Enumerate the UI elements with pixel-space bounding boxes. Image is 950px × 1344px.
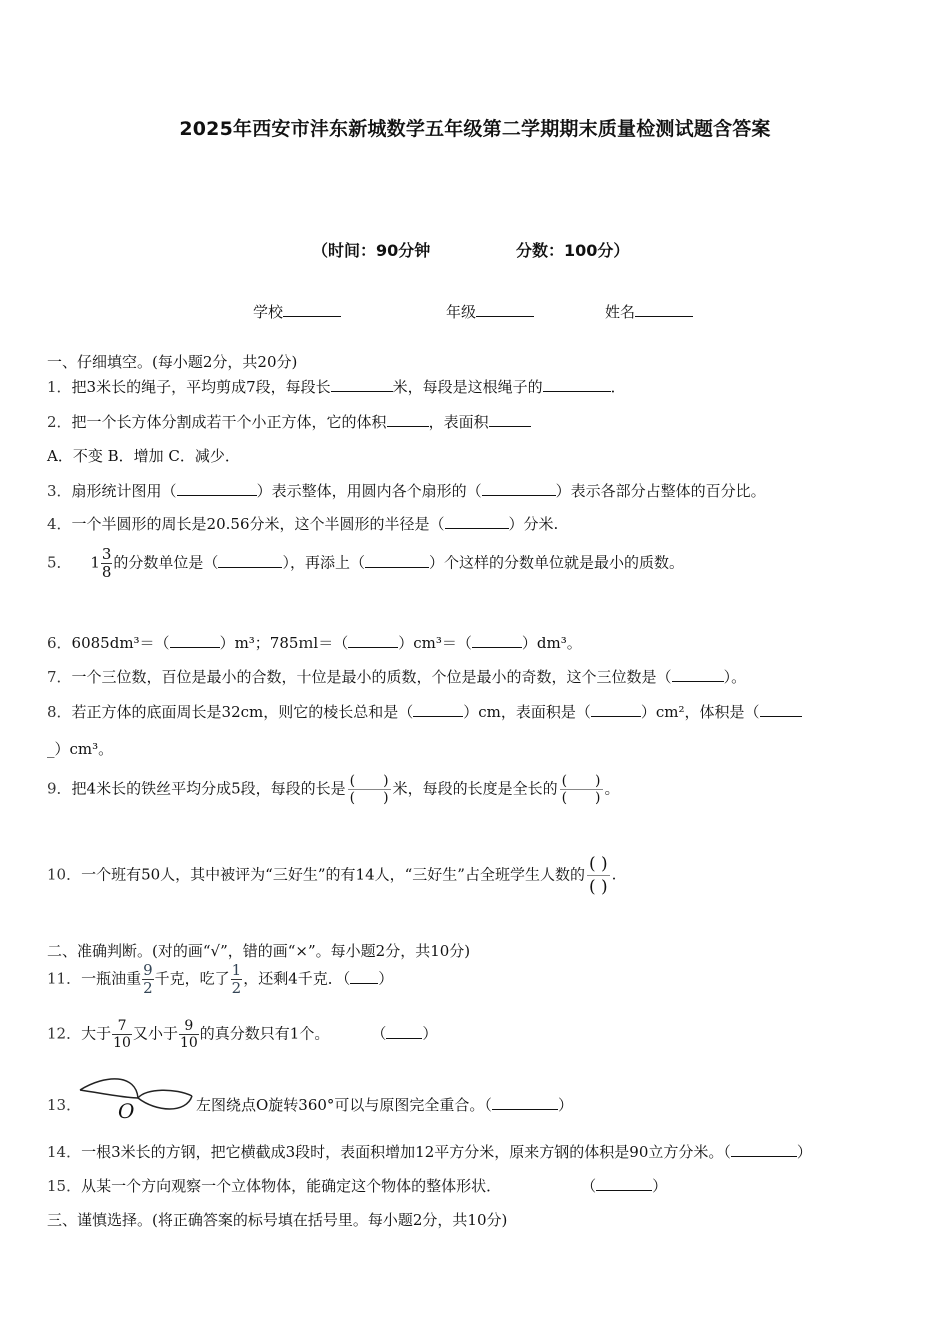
question-5: 5． 1 $\frac{3}{8}$ 的分数单位是（ ），再添上（ ）个这样的分数单位就是最小的质数。 bbox=[47, 545, 684, 581]
question-2-options: A．不变 B．增加 C．减少． bbox=[47, 447, 240, 465]
answer-blank[interactable] bbox=[731, 1144, 797, 1157]
question-2: 2．把一个长方体分割成若干个小正方体，它的体积 ，表面积 bbox=[47, 411, 531, 432]
arc-left-base bbox=[80, 1090, 138, 1098]
grade-field[interactable] bbox=[446, 301, 534, 322]
question-4: 4．一个半圆形的周长是20.56分米，这个半圆形的半径是（ ）分米. bbox=[47, 515, 559, 533]
answer-blank[interactable] bbox=[596, 1178, 652, 1191]
answer-blank[interactable] bbox=[177, 483, 257, 496]
question-9: 9．把4米长的铁丝平均分成5段，每段的长是 ( ) ( ) 米，每段的长度是全长的 ( ) ( ) 。 bbox=[47, 773, 620, 806]
question-13: 13． bbox=[47, 1096, 82, 1114]
answer-blank[interactable] bbox=[472, 635, 522, 648]
question-8-cont: _）cm³。 bbox=[47, 740, 114, 758]
answer-blank[interactable] bbox=[387, 414, 429, 427]
question-12: 12．大于 $\frac{7}{10}$ 又小于 $\frac{9}{10}$ 的真分数只有1个。 （ ） bbox=[47, 1018, 438, 1051]
name-field[interactable] bbox=[605, 301, 693, 322]
section-heading-1: 一、仔细填空。(每小题2分，共20分) bbox=[47, 353, 298, 371]
section-heading-2: 二、准确判断。(对的画“√”，错的画“×”。每小题2分，共10分) bbox=[47, 942, 471, 960]
answer-blank[interactable] bbox=[482, 483, 556, 496]
answer-blank[interactable] bbox=[170, 635, 220, 648]
answer-blank[interactable] bbox=[591, 704, 641, 717]
answer-blank[interactable] bbox=[492, 1097, 558, 1110]
fraction-blank[interactable]: ( ) ( ) bbox=[561, 773, 601, 806]
rotation-figure bbox=[76, 1076, 198, 1120]
name-label: 姓名 bbox=[605, 303, 636, 321]
question-15: 15．从某一个方向观察一个立体物体，能确定这个物体的整体形状． （ ） bbox=[47, 1177, 668, 1195]
question-3: 3．扇形统计图用（ ）表示整体，用圆内各个扇形的（ ）表示各部分占整体的百分比。 bbox=[47, 482, 766, 500]
answer-blank[interactable] bbox=[543, 379, 611, 392]
page-title: 2025年西安市沣东新城数学五年级第二学期期末质量检测试题含答案 bbox=[179, 118, 771, 140]
answer-blank[interactable] bbox=[348, 635, 398, 648]
answer-blank[interactable] bbox=[386, 1026, 422, 1039]
question-8: 8．若正方体的底面周长是32cm，则它的棱长总和是（ ）cm，表面积是（ ）cm²，体积是（ bbox=[47, 701, 802, 722]
answer-blank[interactable] bbox=[760, 704, 802, 717]
answer-blank[interactable] bbox=[331, 379, 393, 392]
fraction-blank[interactable]: ( ) ( ) bbox=[349, 773, 389, 806]
arc-right bbox=[138, 1090, 192, 1098]
grade-label: 年级 bbox=[446, 303, 477, 321]
section-heading-3: 三、谨慎选择。(将正确答案的标号填在括号里。每小题2分，共10分) bbox=[47, 1211, 508, 1229]
point-o-label: O bbox=[118, 1099, 135, 1120]
mixed-number: 1 $\frac{3}{8}$ bbox=[90, 545, 112, 581]
answer-blank[interactable] bbox=[489, 414, 531, 427]
question-11: 11．一瓶油重 $\frac{9}{2}$ 千克，吃了 $\frac{1}{2}$ ，还剩4千克．（ ） bbox=[47, 961, 394, 997]
question-1: 1．把3米长的绳子，平均剪成7段，每段长 米，每段是这根绳子的 ． bbox=[47, 378, 626, 396]
answer-blank[interactable] bbox=[413, 704, 463, 717]
school-field[interactable] bbox=[253, 301, 341, 322]
answer-blank[interactable] bbox=[365, 555, 429, 568]
question-10: 10．一个班有50人，其中被评为“三好生”的有14人，“三好生”占全班学生人数的 ( ) ( ) . bbox=[47, 854, 617, 897]
exam-time: （时间：90分钟 bbox=[312, 241, 431, 260]
answer-blank[interactable] bbox=[672, 669, 724, 682]
answer-blank[interactable] bbox=[445, 516, 509, 529]
question-7: 7．一个三位数，百位是最小的合数，十位是最小的质数，个位是最小的奇数，这个三位数是（ ）。 bbox=[47, 668, 747, 686]
answer-blank[interactable] bbox=[350, 971, 378, 984]
exam-score: 分数：100分） bbox=[516, 241, 630, 260]
question-6: 6．6085dm³＝（ ）m³；785ｍl＝（ ）cm³＝（ ）dm³。 bbox=[47, 634, 582, 652]
answer-blank[interactable] bbox=[218, 555, 282, 568]
school-label: 学校 bbox=[253, 303, 284, 321]
fraction-blank[interactable]: ( ) ( ) bbox=[588, 854, 608, 897]
question-14: 14．一根3米长的方钢，把它横截成3段时，表面积增加12平方分米，原来方钢的体积是90立方分米。（ ） bbox=[47, 1143, 812, 1161]
arc-right-base bbox=[138, 1096, 192, 1109]
question-13-text: 左图绕点O旋转360°可以与原图完全重合。（ ） bbox=[196, 1096, 573, 1114]
